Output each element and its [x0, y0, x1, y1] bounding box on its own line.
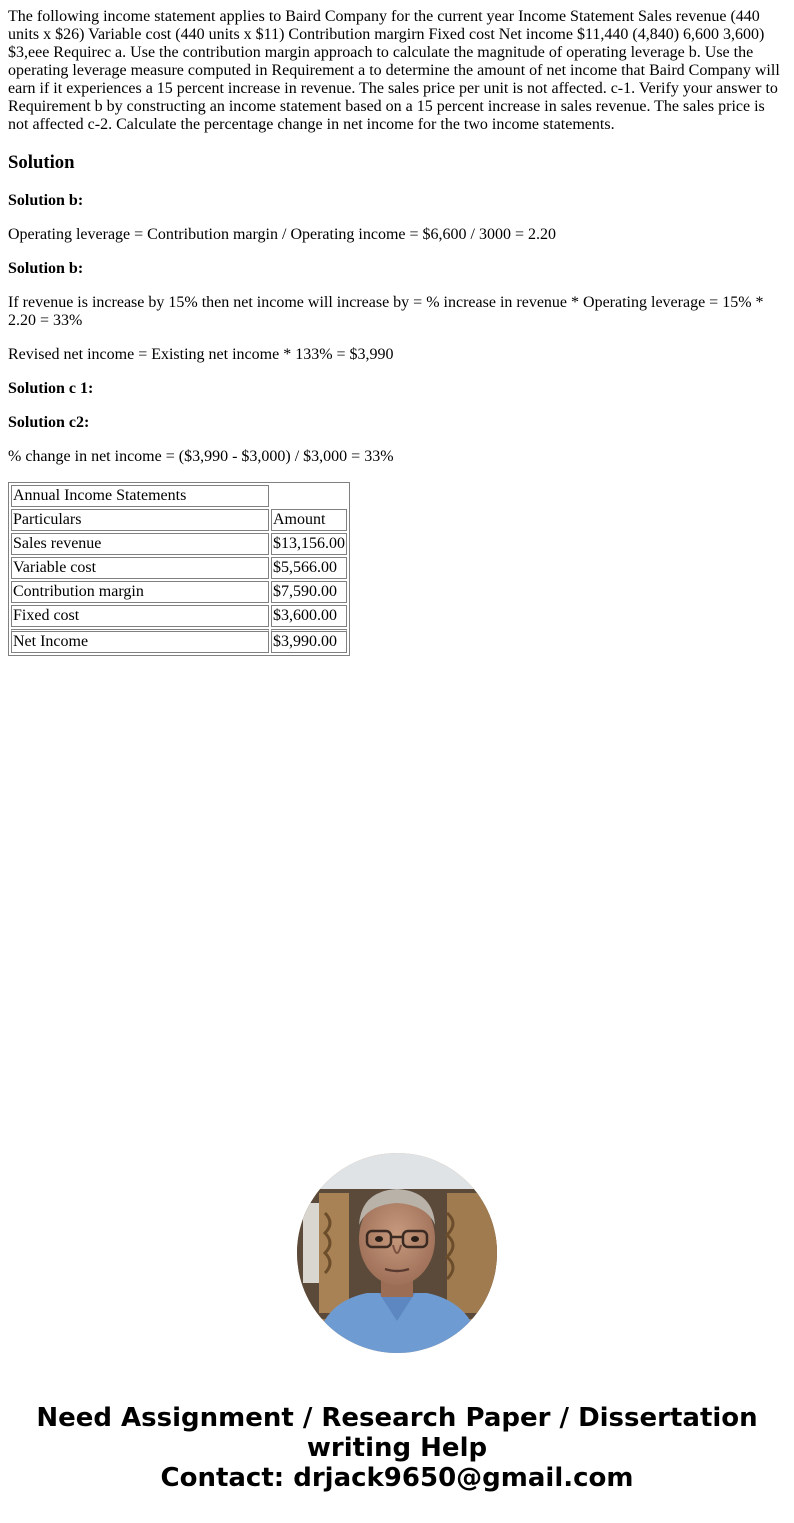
table-row [11, 557, 347, 579]
section-text-b1: Operating leverage = Contribution margin / Operating income = $6,600 / 3000 = 2.20 [8, 226, 556, 243]
row-particulars: Fixed cost [11, 605, 269, 627]
table-row [11, 533, 347, 555]
header-amount: Amount [271, 509, 347, 531]
table-row [11, 581, 347, 603]
section-text-b2: If revenue is increase by 15% then net income will increase by = % increase in revenue * Operating leverage = 15% * 2.20 = 33% [8, 294, 764, 329]
section-label-c2: Solution c2: [8, 414, 90, 431]
table-title: Annual Income Statements [11, 485, 269, 507]
table-header-row [11, 509, 347, 531]
row-amount: $13,156.00 [271, 533, 347, 555]
row-particulars: Sales revenue [11, 533, 269, 555]
solution-heading: Solution [8, 152, 75, 173]
table-title-row [11, 485, 347, 507]
row-particulars: Net Income [11, 629, 269, 653]
section-label-b2: Solution b: [8, 260, 84, 277]
promo-line-2: writing Help [306, 1433, 488, 1463]
row-amount: $3,990.00 [271, 629, 347, 653]
income-statement-table [8, 482, 350, 656]
section-text-c2: % change in net income = ($3,990 - $3,000) / $3,000 = 33% [8, 448, 394, 465]
promo-banner [0, 1403, 794, 1493]
question-text: The following income statement applies to Baird Company for the current year Income Statement Sales revenue (440 units x $26) Variable cost (440 units x $11) Contribution margirn Fixed cost Net income $11,440 (4,840) 6,600 3,600) $3,eee Requirec a. Use the contribution margin approach to calculate the magnitude of operating leverage b. Use the operating leverage measure computed in Requirement a to determine the amount of net income that Baird Company will earn if it experiences a 15 percent increase in revenue. The sales price per unit is not affected. c-1. Verify your answer to Requirement b by constructing an income statement based on a 15 percent increase in sales revenue. The sales price is not affected c-2. Calculate the percentage change in net income for the two income statements. [8, 8, 780, 133]
promo-line-1: Need Assignment / Research Paper / Dissertation [36, 1403, 758, 1433]
header-particulars: Particulars [11, 509, 269, 531]
author-portrait-image [297, 1153, 497, 1353]
table-row [11, 605, 347, 627]
section-label-c1: Solution c 1: [8, 380, 94, 397]
promo-contact: Contact: drjack9650@gmail.com [160, 1463, 634, 1493]
author-avatar [297, 1153, 497, 1353]
section-text-b2-revised: Revised net income = Existing net income * 133% = $3,990 [8, 346, 394, 363]
row-amount: $5,566.00 [271, 557, 347, 579]
document-content [8, 8, 784, 656]
row-amount: $3,600.00 [271, 605, 347, 627]
row-particulars: Variable cost [11, 557, 269, 579]
table-row-total [11, 629, 347, 653]
section-label-b1: Solution b: [8, 192, 84, 209]
row-amount: $7,590.00 [271, 581, 347, 603]
row-particulars: Contribution margin [11, 581, 269, 603]
